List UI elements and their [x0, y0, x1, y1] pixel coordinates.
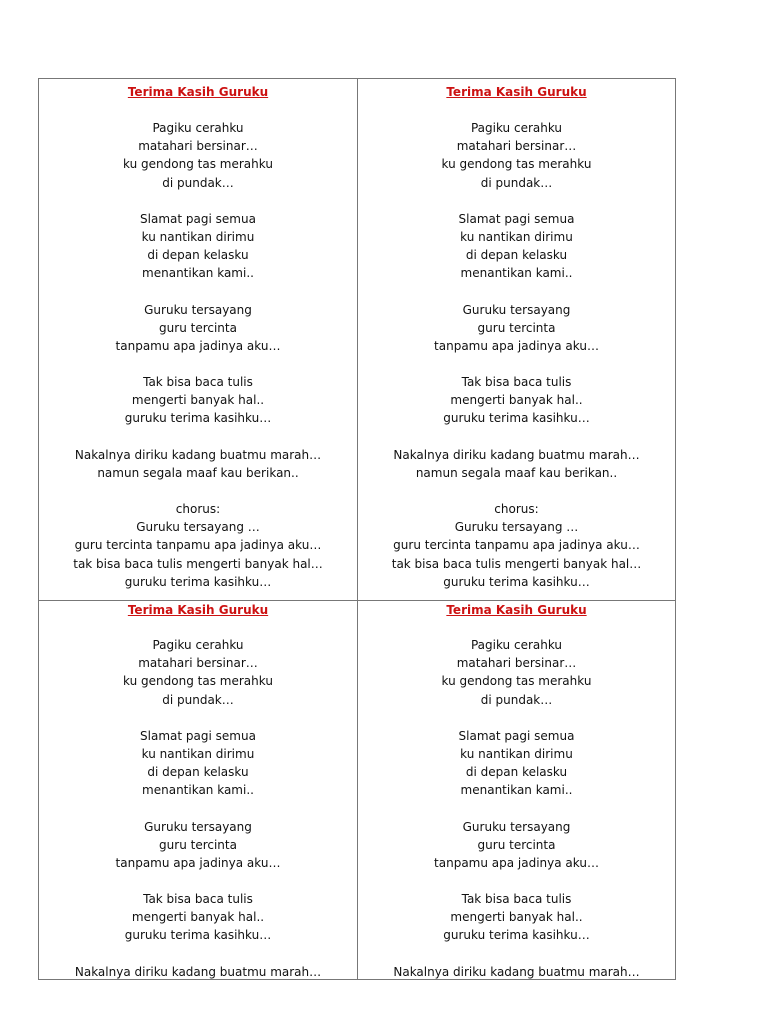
lyric-line: guruku terima kasihku…: [443, 411, 590, 426]
stanza: [358, 210, 675, 283]
lyric-line: Guruku tersayang: [144, 302, 252, 317]
lyric-line: di depan kelasku: [465, 248, 568, 263]
lyric-line: Nakalnya diriku kadang buatmu marah…: [74, 964, 322, 979]
lyric-line: matahari bersinar…: [456, 656, 577, 671]
lyric-line: di depan kelasku: [147, 248, 249, 263]
stanza: [39, 210, 357, 283]
lyric-line: tanpamu apa jadinya aku…: [434, 338, 599, 353]
song-title: Terima Kasih Guruku: [446, 85, 587, 99]
stanza: [39, 119, 357, 192]
lyric-line: guru tercinta: [159, 320, 237, 335]
lyric-line: tak bisa baca tulis mengerti banyak hal…: [73, 556, 323, 571]
lyric-line: Guruku tersayang: [462, 302, 571, 317]
lyric-line: menantikan kami..: [142, 266, 254, 281]
lyric-line: ku nantikan dirimu: [460, 229, 573, 244]
lyrics-body: [39, 101, 357, 591]
lyric-line: Tak bisa baca tulis: [461, 375, 572, 390]
lyrics-body: [358, 619, 675, 980]
lyric-line: guru tercinta: [477, 837, 556, 852]
lyric-line: guruku terima kasihku…: [124, 411, 272, 426]
lyric-line: ku nantikan dirimu: [141, 746, 255, 761]
lyric-line: Guruku tersayang …: [136, 520, 260, 535]
lyric-line: matahari bersinar…: [456, 139, 577, 154]
lyric-line: tanpamu apa jadinya aku…: [115, 855, 281, 870]
lyric-line: guru tercinta: [159, 837, 237, 852]
lyric-line: Guruku tersayang …: [454, 520, 579, 535]
lyric-line: Nakalnya diriku kadang buatmu marah…: [393, 964, 640, 979]
lyrics-card: [39, 601, 358, 980]
lyric-line: mengerti banyak hal..: [450, 393, 583, 408]
lyric-line: tak bisa baca tulis mengerti banyak hal…: [391, 556, 642, 571]
lyric-line: guruku terima kasihku…: [124, 574, 272, 589]
stanza: [358, 119, 675, 192]
lyric-line: Nakalnya diriku kadang buatmu marah…: [74, 447, 322, 462]
lyrics-card: [39, 79, 358, 601]
lyric-line: Slamat pagi semua: [140, 211, 256, 226]
stanza: [39, 818, 357, 873]
lyric-line: namun segala maaf kau berikan..: [97, 465, 299, 480]
lyric-line: Tak bisa baca tulis: [143, 375, 253, 390]
lyric-line: guru tercinta tanpamu apa jadinya aku…: [74, 538, 322, 553]
stanza: [39, 446, 357, 482]
stanza: [39, 890, 357, 945]
lyric-line: tanpamu apa jadinya aku…: [434, 855, 599, 870]
stanza: [39, 636, 357, 709]
lyric-line: menantikan kami..: [142, 783, 254, 798]
lyric-line: namun segala maaf kau berikan..: [415, 465, 618, 480]
lyric-line: mengerti banyak hal..: [131, 910, 265, 925]
lyric-line: Pagiku cerahku: [152, 121, 244, 135]
lyric-line: di pundak…: [480, 175, 553, 190]
lyric-line: chorus:: [494, 502, 539, 516]
lyric-line: ku nantikan dirimu: [460, 746, 573, 761]
song-title: Terima Kasih Guruku: [446, 603, 587, 617]
lyric-line: Pagiku cerahku: [470, 121, 563, 135]
lyric-line: mengerti banyak hal..: [450, 910, 583, 925]
stanza: [358, 373, 675, 428]
lyric-line: guruku terima kasihku…: [443, 928, 590, 943]
lyrics-card: [358, 79, 675, 601]
lyric-line: mengerti banyak hal..: [131, 393, 265, 408]
lyric-line: Tak bisa baca tulis: [143, 892, 253, 907]
lyrics-body: [358, 101, 675, 591]
lyrics-body: [39, 619, 357, 980]
lyrics-sheet: [38, 78, 676, 980]
stanza: [39, 500, 357, 591]
lyric-line: menantikan kami..: [460, 783, 573, 798]
lyric-line: ku gendong tas merahku: [123, 674, 273, 689]
stanza: [358, 301, 675, 356]
lyric-line: chorus:: [175, 502, 221, 516]
stanza: [358, 818, 675, 873]
stanza: [358, 890, 675, 945]
lyric-line: Slamat pagi semua: [458, 211, 575, 226]
stanza: [39, 301, 357, 356]
lyric-line: ku gendong tas merahku: [441, 674, 592, 689]
stanza: [358, 446, 675, 482]
lyric-line: matahari bersinar…: [138, 656, 258, 671]
lyric-line: guru tercinta: [477, 320, 556, 335]
lyric-line: di pundak…: [480, 692, 553, 707]
stanza: [358, 636, 675, 709]
lyric-line: tanpamu apa jadinya aku…: [115, 338, 281, 353]
lyric-line: di depan kelasku: [465, 765, 568, 780]
stanza: [358, 500, 675, 591]
stanza: [39, 727, 357, 800]
lyric-line: Slamat pagi semua: [140, 728, 256, 743]
stanza: [39, 373, 357, 428]
lyric-line: guruku terima kasihku…: [443, 574, 590, 589]
lyric-line: Guruku tersayang: [144, 819, 252, 834]
lyric-line: di depan kelasku: [147, 765, 249, 780]
lyric-line: Guruku tersayang: [462, 819, 571, 834]
song-title: Terima Kasih Guruku: [127, 85, 269, 99]
lyric-line: Nakalnya diriku kadang buatmu marah…: [393, 447, 640, 462]
lyric-line: guru tercinta tanpamu apa jadinya aku…: [393, 538, 640, 553]
lyric-line: di pundak…: [162, 692, 234, 707]
stanza: [39, 963, 357, 980]
stanza: [358, 727, 675, 800]
lyric-line: Slamat pagi semua: [458, 728, 575, 743]
lyric-line: Pagiku cerahku: [152, 638, 244, 652]
stanza: [358, 963, 675, 980]
lyric-line: Tak bisa baca tulis: [461, 892, 572, 907]
lyric-line: guruku terima kasihku…: [124, 928, 272, 943]
lyric-line: di pundak…: [162, 175, 234, 190]
lyric-line: ku gendong tas merahku: [441, 157, 592, 172]
lyric-line: menantikan kami..: [460, 266, 573, 281]
lyric-line: matahari bersinar…: [138, 139, 258, 154]
lyric-line: ku nantikan dirimu: [141, 229, 255, 244]
lyric-line: Pagiku cerahku: [470, 638, 563, 652]
lyric-line: ku gendong tas merahku: [123, 157, 273, 172]
lyrics-card: [358, 601, 675, 980]
song-title: Terima Kasih Guruku: [127, 603, 269, 617]
